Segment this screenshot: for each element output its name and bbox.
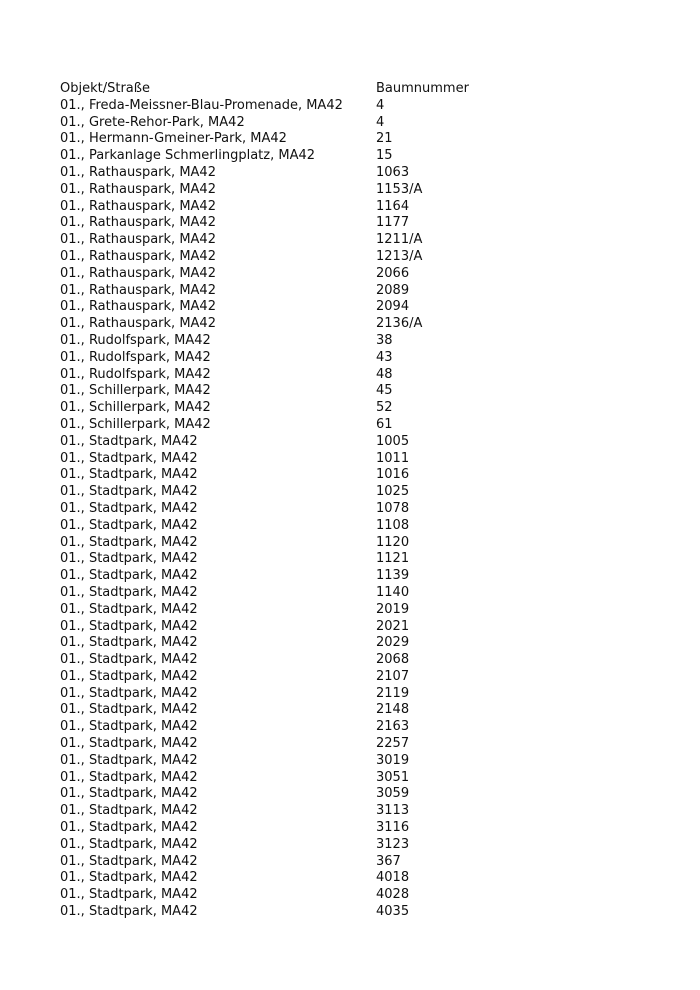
cell-tree-number: 1025 bbox=[376, 484, 410, 500]
cell-object: 01., Stadtpark, MA42 bbox=[60, 719, 198, 735]
cell-object: 01., Rudolfspark, MA42 bbox=[60, 349, 211, 365]
table-row bbox=[60, 266, 660, 283]
cell-object: 01., Stadtpark, MA42 bbox=[60, 584, 198, 600]
cell-tree-number: 4028 bbox=[376, 887, 410, 903]
cell-tree-number: 1005 bbox=[376, 433, 410, 449]
table-row bbox=[60, 215, 660, 232]
cell-tree-number: 21 bbox=[376, 131, 393, 147]
table-row bbox=[60, 467, 660, 484]
cell-tree-number: 2094 bbox=[376, 299, 410, 315]
table-row bbox=[60, 535, 660, 552]
table-row bbox=[60, 131, 660, 148]
cell-object: 01., Schillerpark, MA42 bbox=[60, 400, 211, 416]
table-row bbox=[60, 770, 660, 787]
table-row bbox=[60, 501, 660, 518]
cell-object: 01., Rudolfspark, MA42 bbox=[60, 332, 211, 348]
cell-object: 01., Rathauspark, MA42 bbox=[60, 265, 216, 281]
cell-object: 01., Rathauspark, MA42 bbox=[60, 299, 216, 315]
cell-object: 01., Stadtpark, MA42 bbox=[60, 752, 198, 768]
cell-tree-number: 2257 bbox=[376, 736, 410, 752]
cell-tree-number: 1140 bbox=[376, 584, 410, 600]
table-row bbox=[60, 299, 660, 316]
table-row bbox=[60, 400, 660, 417]
cell-tree-number: 1120 bbox=[376, 534, 410, 550]
table-row bbox=[60, 551, 660, 568]
table-row bbox=[60, 719, 660, 736]
cell-object: 01., Parkanlage Schmerlingplatz, MA42 bbox=[60, 148, 315, 164]
table-row bbox=[60, 316, 660, 333]
cell-tree-number: 1016 bbox=[376, 467, 410, 483]
cell-object: 01., Rathauspark, MA42 bbox=[60, 164, 216, 180]
cell-tree-number: 1011 bbox=[376, 450, 410, 466]
cell-object: 01., Stadtpark, MA42 bbox=[60, 769, 198, 785]
cell-object: 01., Rathauspark, MA42 bbox=[60, 282, 216, 298]
cell-tree-number: 2119 bbox=[376, 685, 410, 701]
cell-tree-number: 3051 bbox=[376, 769, 410, 785]
tree-table bbox=[60, 81, 660, 921]
cell-object: 01., Rudolfspark, MA42 bbox=[60, 366, 211, 382]
table-row bbox=[60, 434, 660, 451]
cell-tree-number: 1139 bbox=[376, 568, 410, 584]
header-tree-number: Baumnummer bbox=[376, 81, 469, 96]
cell-tree-number: 15 bbox=[376, 148, 393, 164]
table-row bbox=[60, 98, 660, 115]
cell-object: 01., Stadtpark, MA42 bbox=[60, 668, 198, 684]
cell-object: 01., Stadtpark, MA42 bbox=[60, 433, 198, 449]
cell-tree-number: 43 bbox=[376, 349, 393, 365]
cell-object: 01., Stadtpark, MA42 bbox=[60, 702, 198, 718]
cell-object: 01., Stadtpark, MA42 bbox=[60, 568, 198, 584]
table-row bbox=[60, 753, 660, 770]
cell-tree-number: 1108 bbox=[376, 517, 410, 533]
cell-object: 01., Stadtpark, MA42 bbox=[60, 820, 198, 836]
cell-object: 01., Stadtpark, MA42 bbox=[60, 500, 198, 516]
table-row bbox=[60, 619, 660, 636]
cell-object: 01., Stadtpark, MA42 bbox=[60, 534, 198, 550]
cell-tree-number: 1213/A bbox=[376, 248, 423, 264]
table-row bbox=[60, 820, 660, 837]
cell-object: 01., Freda-Meissner-Blau-Promenade, MA42 bbox=[60, 97, 343, 113]
table-row bbox=[60, 350, 660, 367]
table-row bbox=[60, 283, 660, 300]
table-header-row bbox=[60, 81, 660, 98]
cell-tree-number: 1121 bbox=[376, 551, 410, 567]
cell-object: 01., Schillerpark, MA42 bbox=[60, 416, 211, 432]
cell-tree-number: 1078 bbox=[376, 500, 410, 516]
table-row bbox=[60, 652, 660, 669]
cell-tree-number: 2021 bbox=[376, 618, 410, 634]
cell-tree-number: 61 bbox=[376, 416, 393, 432]
cell-tree-number: 4018 bbox=[376, 870, 410, 886]
cell-tree-number: 1211/A bbox=[376, 232, 423, 248]
cell-tree-number: 4 bbox=[376, 97, 385, 113]
table-row bbox=[60, 686, 660, 703]
table-row bbox=[60, 803, 660, 820]
table-row bbox=[60, 602, 660, 619]
cell-tree-number: 3116 bbox=[376, 820, 410, 836]
cell-object: 01., Stadtpark, MA42 bbox=[60, 887, 198, 903]
table-row bbox=[60, 451, 660, 468]
cell-object: 01., Stadtpark, MA42 bbox=[60, 685, 198, 701]
table-row bbox=[60, 148, 660, 165]
cell-object: 01., Stadtpark, MA42 bbox=[60, 786, 198, 802]
cell-object: 01., Stadtpark, MA42 bbox=[60, 736, 198, 752]
table-row bbox=[60, 417, 660, 434]
cell-object: 01., Stadtpark, MA42 bbox=[60, 836, 198, 852]
cell-object: 01., Stadtpark, MA42 bbox=[60, 484, 198, 500]
cell-object: 01., Rathauspark, MA42 bbox=[60, 198, 216, 214]
cell-tree-number: 1164 bbox=[376, 198, 410, 214]
cell-tree-number: 2136/A bbox=[376, 316, 423, 332]
cell-tree-number: 2089 bbox=[376, 282, 410, 298]
cell-tree-number: 38 bbox=[376, 332, 393, 348]
cell-tree-number: 52 bbox=[376, 400, 393, 416]
table-row bbox=[60, 669, 660, 686]
cell-tree-number: 3123 bbox=[376, 836, 410, 852]
cell-object: 01., Stadtpark, MA42 bbox=[60, 517, 198, 533]
cell-object: 01., Stadtpark, MA42 bbox=[60, 450, 198, 466]
table-row bbox=[60, 854, 660, 871]
cell-tree-number: 1177 bbox=[376, 215, 410, 231]
cell-object: 01., Rathauspark, MA42 bbox=[60, 248, 216, 264]
table-row bbox=[60, 518, 660, 535]
cell-object: 01., Stadtpark, MA42 bbox=[60, 618, 198, 634]
table-row bbox=[60, 484, 660, 501]
cell-tree-number: 2163 bbox=[376, 719, 410, 735]
cell-object: 01., Stadtpark, MA42 bbox=[60, 853, 198, 869]
table-row bbox=[60, 870, 660, 887]
table-row bbox=[60, 736, 660, 753]
cell-object: 01., Stadtpark, MA42 bbox=[60, 904, 198, 920]
cell-tree-number: 3113 bbox=[376, 803, 410, 819]
cell-object: 01., Hermann-Gmeiner-Park, MA42 bbox=[60, 131, 287, 147]
cell-tree-number: 4035 bbox=[376, 904, 410, 920]
cell-object: 01., Rathauspark, MA42 bbox=[60, 215, 216, 231]
cell-object: 01., Stadtpark, MA42 bbox=[60, 870, 198, 886]
cell-tree-number: 1063 bbox=[376, 164, 410, 180]
cell-object: 01., Stadtpark, MA42 bbox=[60, 467, 198, 483]
cell-tree-number: 2019 bbox=[376, 601, 410, 617]
cell-tree-number: 45 bbox=[376, 383, 393, 399]
table-row bbox=[60, 786, 660, 803]
table-row bbox=[60, 585, 660, 602]
cell-tree-number: 2068 bbox=[376, 652, 410, 668]
cell-tree-number: 4 bbox=[376, 114, 385, 130]
cell-tree-number: 2148 bbox=[376, 702, 410, 718]
table-row bbox=[60, 115, 660, 132]
cell-object: 01., Stadtpark, MA42 bbox=[60, 601, 198, 617]
cell-tree-number: 2107 bbox=[376, 668, 410, 684]
table-row bbox=[60, 568, 660, 585]
cell-object: 01., Stadtpark, MA42 bbox=[60, 652, 198, 668]
cell-tree-number: 3019 bbox=[376, 752, 410, 768]
table-row bbox=[60, 249, 660, 266]
cell-object: 01., Rathauspark, MA42 bbox=[60, 316, 216, 332]
cell-object: 01., Stadtpark, MA42 bbox=[60, 803, 198, 819]
header-object: Objekt/Straße bbox=[60, 81, 150, 96]
table-row bbox=[60, 904, 660, 921]
cell-object: 01., Stadtpark, MA42 bbox=[60, 635, 198, 651]
cell-tree-number: 2066 bbox=[376, 265, 410, 281]
table-row bbox=[60, 635, 660, 652]
table-row bbox=[60, 702, 660, 719]
table-row bbox=[60, 165, 660, 182]
table-row bbox=[60, 232, 660, 249]
table-row bbox=[60, 887, 660, 904]
cell-object: 01., Grete-Rehor-Park, MA42 bbox=[60, 114, 245, 130]
cell-tree-number: 1153/A bbox=[376, 181, 423, 197]
cell-object: 01., Schillerpark, MA42 bbox=[60, 383, 211, 399]
cell-tree-number: 48 bbox=[376, 366, 393, 382]
cell-object: 01., Rathauspark, MA42 bbox=[60, 232, 216, 248]
table-row bbox=[60, 333, 660, 350]
table-row bbox=[60, 182, 660, 199]
table-body bbox=[60, 98, 660, 921]
table-row bbox=[60, 383, 660, 400]
table-row bbox=[60, 837, 660, 854]
cell-tree-number: 367 bbox=[376, 853, 401, 869]
cell-object: 01., Rathauspark, MA42 bbox=[60, 181, 216, 197]
cell-tree-number: 3059 bbox=[376, 786, 410, 802]
cell-object: 01., Stadtpark, MA42 bbox=[60, 551, 198, 567]
cell-tree-number: 2029 bbox=[376, 635, 410, 651]
table-row bbox=[60, 199, 660, 216]
table-row bbox=[60, 367, 660, 384]
